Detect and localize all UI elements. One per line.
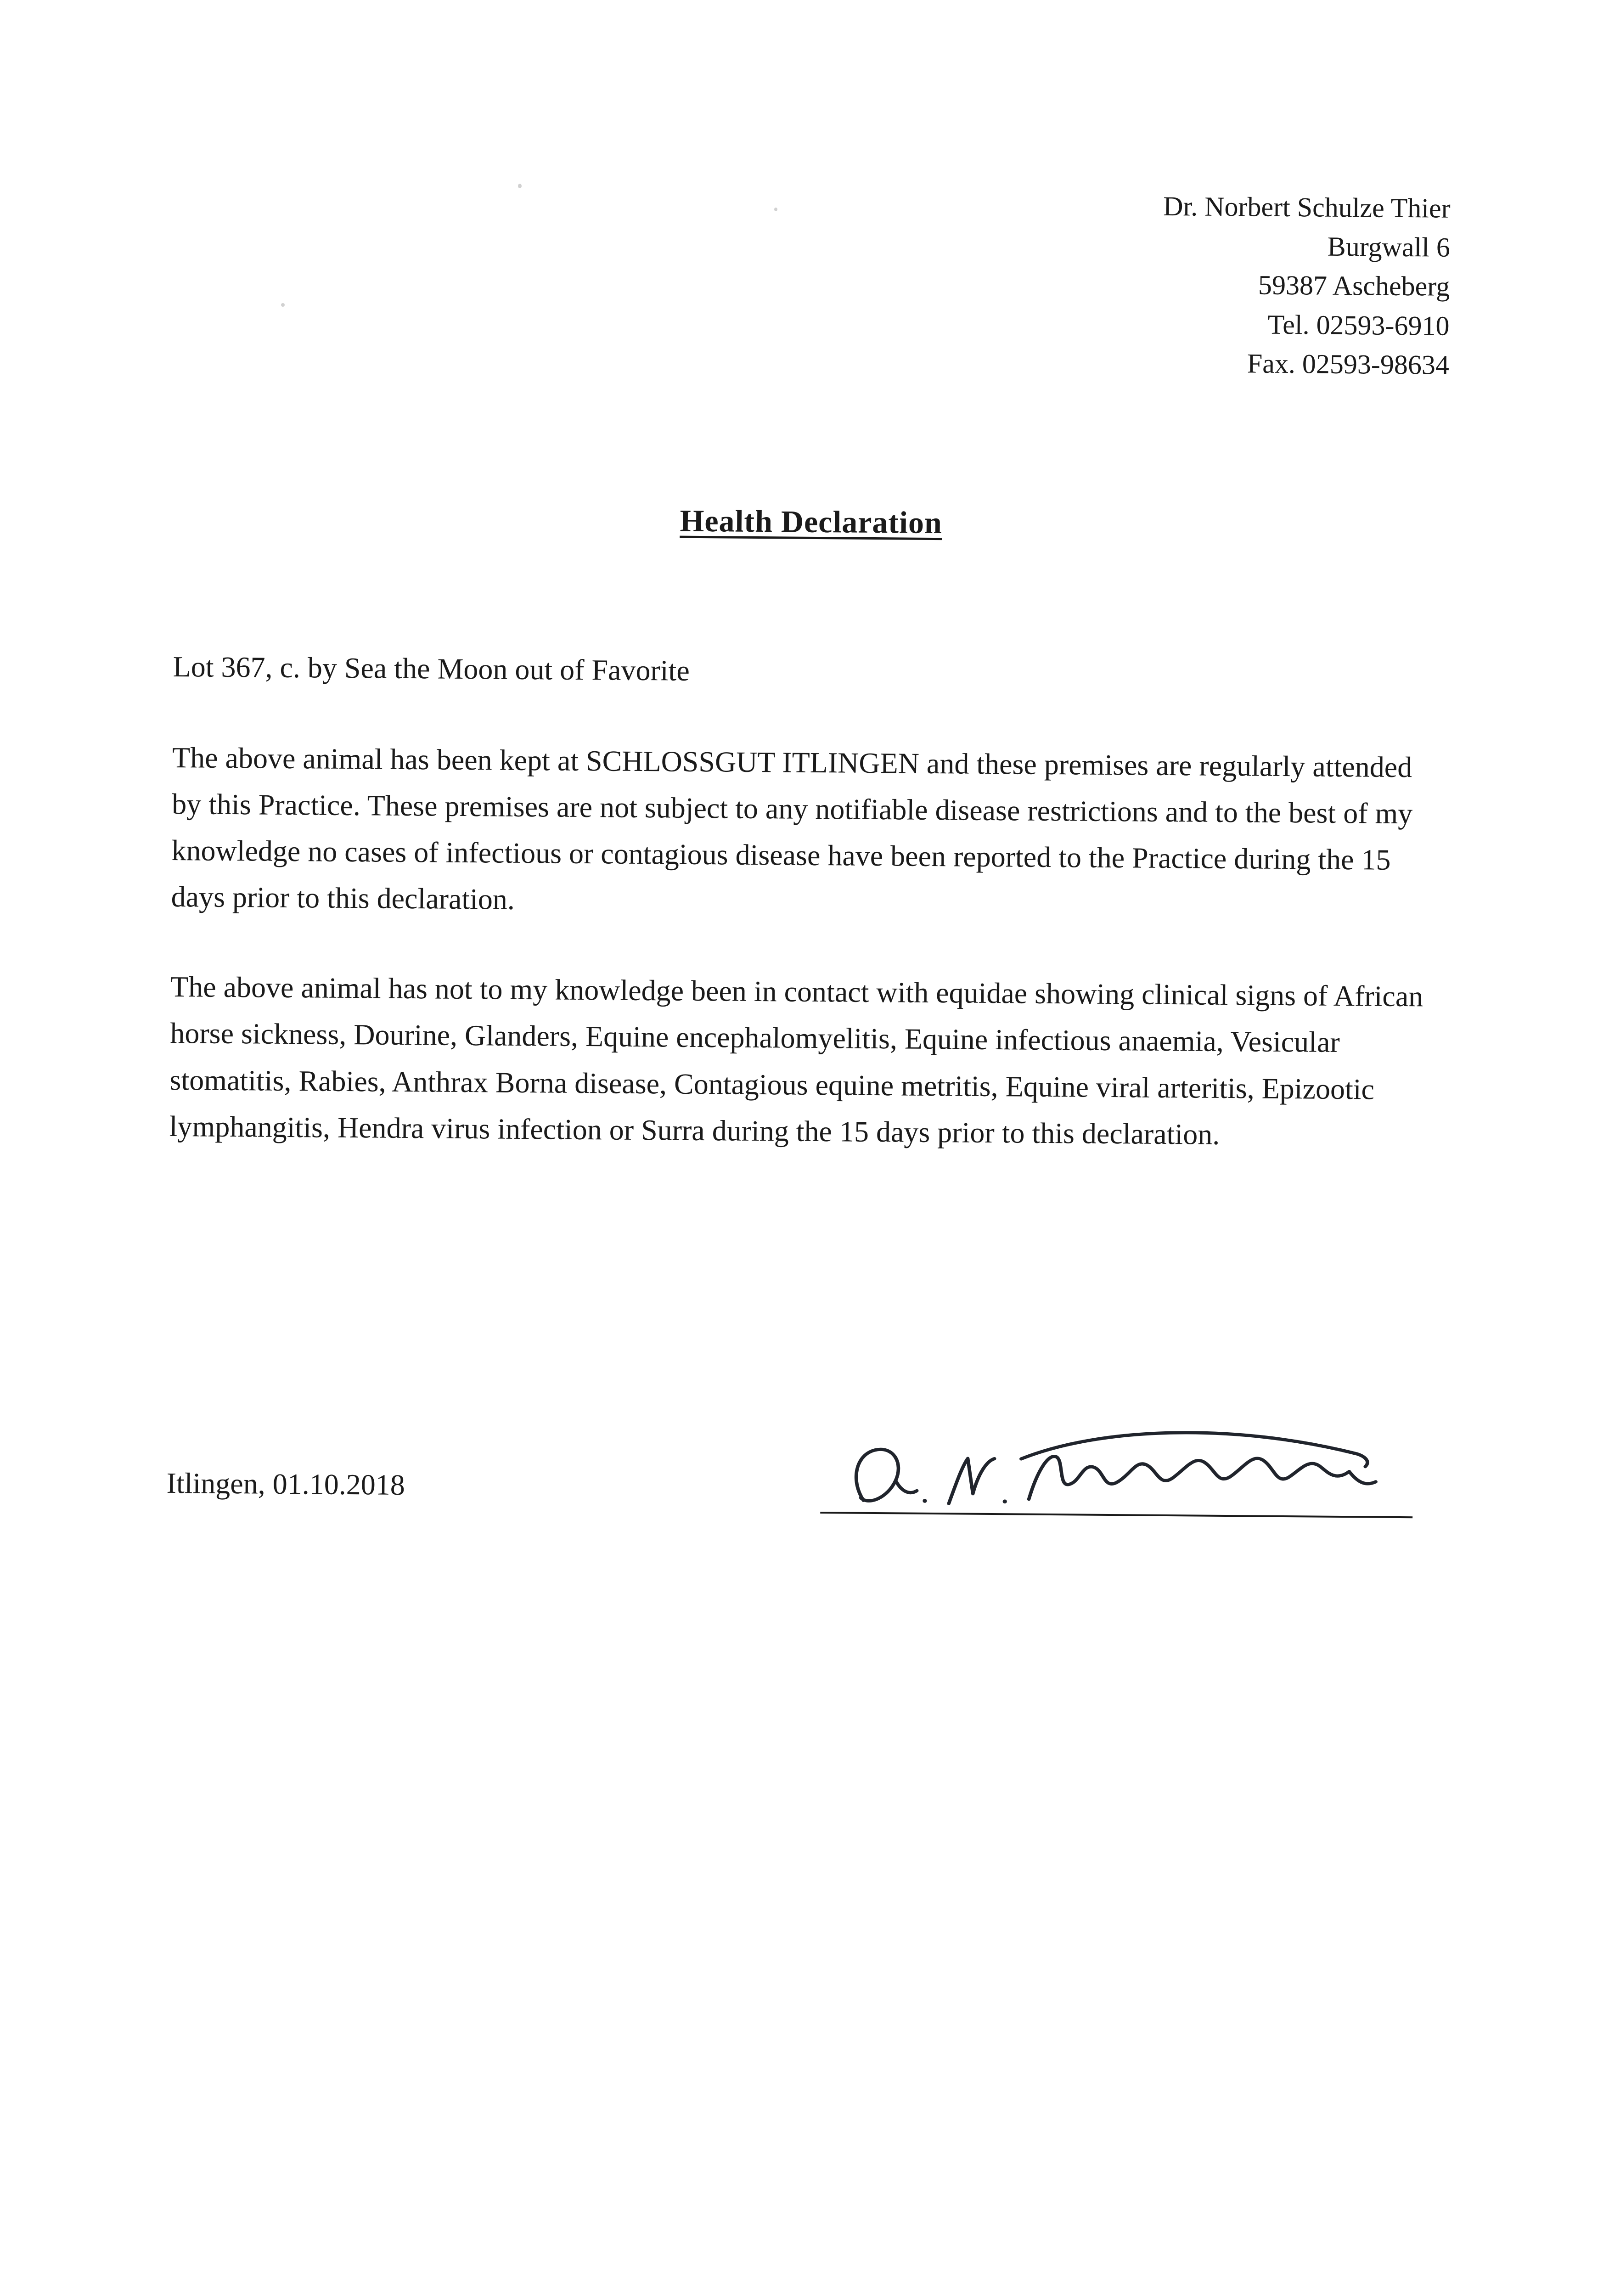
document-title: Health Declaration: [680, 503, 943, 540]
handwritten-signature-icon: [834, 1407, 1395, 1531]
letterhead-name: Dr. Norbert Schulze Thier: [1163, 191, 1451, 224]
place-and-date: Itlingen, 01.10.2018: [166, 1466, 405, 1501]
letter-content: [166, 179, 1451, 1519]
paragraph-premises: The above animal has been kept at SCHLOSSGUT ITLINGEN and these premises are regularly attended by this Practice. These premises are not subject to any notifiable disease restrictions and to the best of my knowledge no cases of infectious or contagious disease have been reported to the Practice during the 15 days prior to this declaration.: [171, 741, 1413, 916]
letterhead-phone: Tel. 02593-6910: [1267, 309, 1450, 341]
subject-line: Lot 367, c. by Sea the Moon out of Favorite: [173, 650, 690, 687]
letterhead-street: Burgwall 6: [1327, 231, 1451, 263]
letterhead-city: 59387 Ascheberg: [1258, 270, 1450, 302]
letterhead: [175, 179, 1451, 385]
signature-block: [820, 1512, 1412, 1518]
paragraph-diseases: The above animal has not to my knowledge been in contact with equidae showing clinical signs of African horse sickness, Dourine, Glanders, Equine encephalomyelitis, Equine infectious anaemia, Vesicular stomatitis, Rabies, Anthrax Borna disease, Contagious equine metritis, Equine viral arteritis, Epizootic lymphangitis, Hendra virus infection or Surra during the 15 days prior to this declaration.: [169, 970, 1423, 1151]
body-text: [169, 734, 1446, 1159]
signoff-row: [166, 1466, 1440, 1519]
letterhead-fax: Fax. 02593-98634: [1247, 348, 1450, 380]
